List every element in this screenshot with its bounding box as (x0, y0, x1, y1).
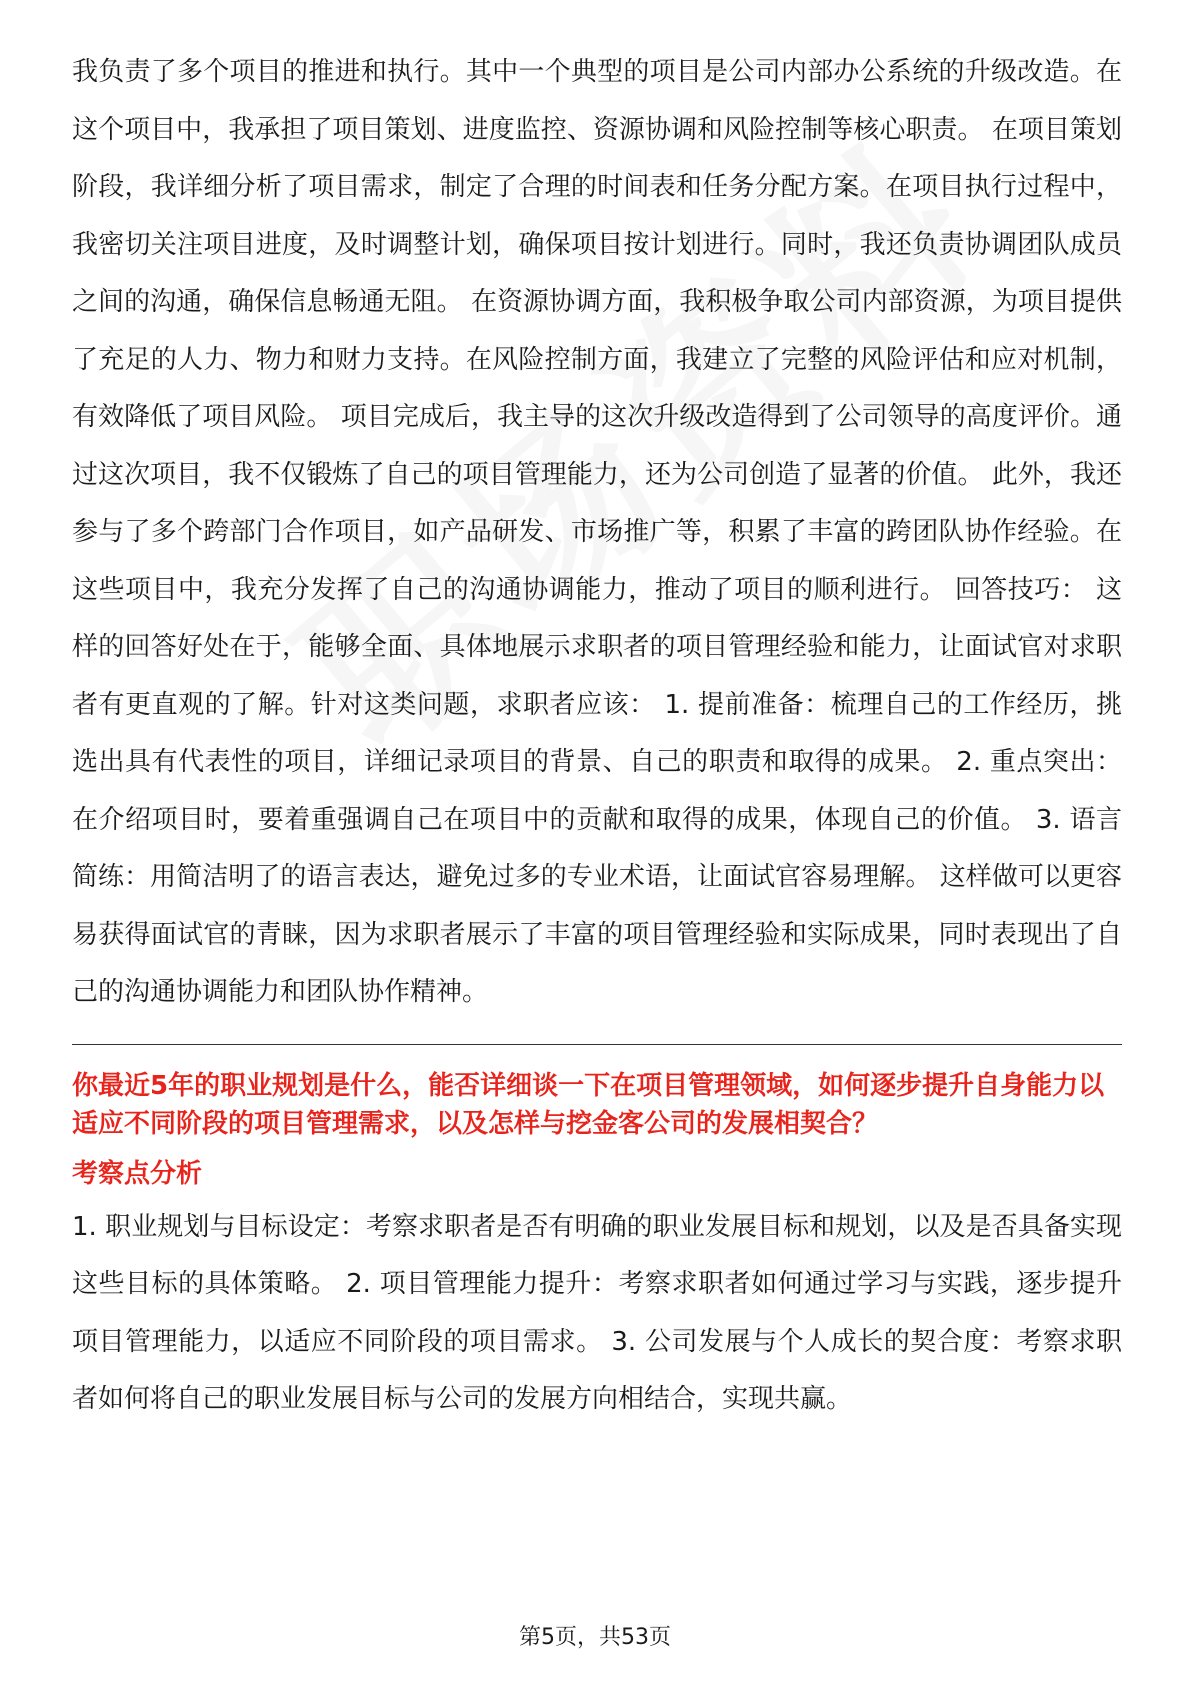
answer-paragraph: 我负责了多个项目的推进和执行。其中一个典型的项目是公司内部办公系统的升级改造。在这个项目中，我承担了项目策划、进度监控、资源协调和风险控制等核心职责。 在项目策划阶段，我详细分析了项目需求，制定了合理的时间表和任务分配方案。在项目执行过程中，我密切关注项目进度，及时调整计划，确保项目按计划进行。同时，我还负责协调团队成员之间的沟通，确保信息畅通无阻。 在资源协调方面，我积极争取公司内部资源，为项目提供了充足的人力、物力和财力支持。在风险控制方面，我建立了完整的风险评估和应对机制，有效降低了项目风险。 项目完成后，我主导的这次升级改造得到了公司领导的高度评价。通过这次项目，我不仅锻炼了自己的项目管理能力，还为公司创造了显著的价值。 此外，我还参与了多个跨部门合作项目，如产品研发、市场推广等，积累了丰富的跨团队协作经验。在这些项目中，我充分发挥了自己的沟通协调能力，推动了项目的顺利进行。 回答技巧： 这样的回答好处在于，能够全面、具体地展示求职者的项目管理经验和能力，让面试官对求职者有更直观的了解。针对这类问题，求职者应该： 1. 提前准备：梳理自己的工作经历，挑选出具有代表性的项目，详细记录项目的背景、自己的职责和取得的成果。 2. 重点突出：在介绍项目时，要着重强调自己在项目中的贡献和取得的成果，体现自己的价值。 3. 语言简练：用简洁明了的语言表达，避免过多的专业术语，让面试官容易理解。 这样做可以更容易获得面试官的青睐，因为求职者展示了丰富的项目管理经验和实际成果，同时表现出了自己的沟通协调能力和团队协作精神。 (72, 57, 1122, 1007)
page-content (72, 44, 1122, 1429)
interview-question: 你最近5年的职业规划是什么，能否详细谈一下在项目管理领域，如何逐步提升自身能力以适应不同阶段的项目管理需求，以及怎样与挖金客公司的发展相契合？ (72, 1070, 1105, 1139)
analysis-heading: 考察点分析 (72, 1158, 203, 1189)
section-divider (72, 1044, 1122, 1045)
analysis-paragraph: 1. 职业规划与目标设定：考察求职者是否有明确的职业发展目标和规划，以及是否具备实现这些目标的具体策略。 2. 项目管理能力提升：考察求职者如何通过学习与实践，逐步提升项目管理能力，以适应不同阶段的项目需求。 3. 公司发展与个人成长的契合度：考察求职者如何将自己的职业发展目标与公司的发展方向相结合，实现共赢。 (72, 1211, 1122, 1414)
page-footer: 第5页，共53页 (519, 1625, 671, 1650)
